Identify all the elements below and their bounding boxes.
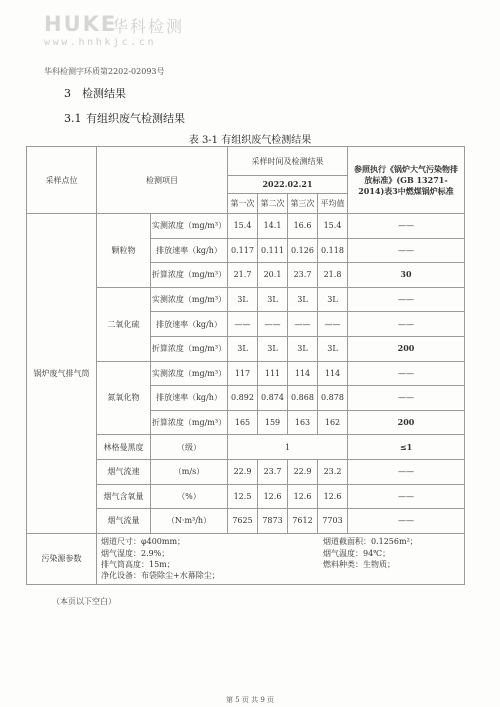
param-fuel-type: 燃料种类：生物质； [323, 559, 395, 569]
standard-cell: ≤1 [348, 435, 465, 460]
value-cell: 163 [288, 410, 318, 435]
value-cell: 12.6 [258, 484, 288, 509]
standard-cell: —— [348, 361, 465, 386]
value-cell: 117 [228, 361, 258, 386]
table-row [27, 214, 465, 239]
value-cell: 0.126 [288, 238, 318, 263]
standard-cell: 200 [348, 336, 465, 361]
measure-label: 实测浓度（mg/m³） [151, 287, 228, 312]
value-cell: 21.7 [228, 263, 258, 288]
value-cell: 7612 [288, 509, 318, 534]
value-cell: 0.892 [228, 386, 258, 411]
standard-cell: —— [348, 287, 465, 312]
item-name: 烟气流速 [97, 459, 151, 484]
standard-cell: —— [348, 459, 465, 484]
item-unit: （m/s） [151, 459, 228, 484]
header-sampling-point: 采样点位 [27, 147, 97, 214]
header-run-3: 第三次 [288, 194, 318, 214]
value-cell: 12.6 [318, 484, 348, 509]
params-cell [97, 533, 465, 584]
value-cell: —— [228, 312, 258, 337]
pollutant-name: 二氧化硫 [97, 287, 151, 361]
value-cell: —— [258, 312, 288, 337]
value-cell: 3L [228, 336, 258, 361]
value-cell: 23.2 [318, 459, 348, 484]
standard-cell: —— [348, 214, 465, 239]
header-standard: 参照执行《锅炉大气污染物排放标准》(GB 13271-2014)表3中燃煤锅炉标准 [348, 147, 465, 214]
value-cell: 7873 [258, 509, 288, 534]
params-label: 污染源参数 [27, 533, 97, 584]
standard-cell: —— [348, 312, 465, 337]
measure-label: 折算浓度（mg/m³） [151, 336, 228, 361]
blank-note: （本页以下空白） [52, 597, 116, 606]
value-cell: 15.4 [228, 214, 258, 239]
section-heading-3-1 [64, 110, 185, 126]
value-cell: 7625 [228, 509, 258, 534]
measure-label: 折算浓度（mg/m³） [151, 263, 228, 288]
header-test-item: 检测项目 [97, 147, 228, 214]
value-cell: 22.9 [228, 459, 258, 484]
table-caption: 表 3-1 有组织废气检测结果 [188, 135, 312, 146]
value-cell: 3L [288, 287, 318, 312]
header-average: 平均值 [318, 194, 348, 214]
logo-url: www.hnhkjc.cn [44, 37, 157, 48]
sampling-location: 锅炉废气排气筒 [27, 214, 97, 534]
value-cell: 12.6 [288, 484, 318, 509]
value-cell: 111 [258, 361, 288, 386]
value-cell: 165 [228, 410, 258, 435]
value-cell: 1 [228, 435, 348, 460]
item-unit: （N·m³/h） [151, 509, 228, 534]
value-cell: 23.7 [288, 263, 318, 288]
param-humidity: 烟气湿度：2.9%； [101, 548, 170, 558]
page-number: 第 5 页 共 9 页 [225, 696, 275, 704]
value-cell: 20.1 [258, 263, 288, 288]
measure-label: 折算浓度（mg/m³） [151, 410, 228, 435]
item-unit: （级） [151, 435, 228, 460]
value-cell: 7703 [318, 509, 348, 534]
section-title: 检测结果 [82, 87, 126, 100]
value-cell: 3L [288, 336, 318, 361]
item-name: 林格曼黑度 [97, 435, 151, 460]
value-cell: 0.868 [288, 386, 318, 411]
value-cell: 12.5 [228, 484, 258, 509]
value-cell: 3L [258, 287, 288, 312]
measure-label: 排放速率（kg/h） [151, 386, 228, 411]
value-cell: 0.118 [318, 238, 348, 263]
measure-label: 实测浓度（mg/m³） [151, 214, 228, 239]
value-cell: —— [318, 312, 348, 337]
value-cell: 0.878 [318, 386, 348, 411]
pollutant-name: 颗粒物 [97, 214, 151, 288]
value-cell: 14.1 [258, 214, 288, 239]
company-logo [44, 10, 184, 48]
standard-cell: —— [348, 238, 465, 263]
param-temperature: 烟气温度：94℃； [323, 548, 391, 558]
value-cell: 0.117 [228, 238, 258, 263]
results-table [26, 146, 465, 585]
section-title: 有组织废气检测结果 [86, 112, 185, 125]
value-cell: 114 [288, 361, 318, 386]
value-cell: 159 [258, 410, 288, 435]
section-heading-3 [64, 85, 126, 101]
value-cell: 16.6 [288, 214, 318, 239]
value-cell: 0.111 [258, 238, 288, 263]
standard-cell: —— [348, 509, 465, 534]
param-purification: 净化设备：布袋除尘+水幕除尘； [101, 570, 220, 580]
param-stack-height: 排气筒高度：15m； [101, 559, 175, 569]
header-date: 2022.02.21 [228, 176, 348, 194]
header-time-results: 采样时间及检测结果 [228, 147, 348, 176]
value-cell: 15.4 [318, 214, 348, 239]
value-cell: 114 [318, 361, 348, 386]
param-duct-area: 烟道截面积：0.1256m²； [323, 537, 418, 547]
value-cell: 23.7 [258, 459, 288, 484]
measure-label: 排放速率（kg/h） [151, 312, 228, 337]
standard-cell: 200 [348, 410, 465, 435]
logo-wordmark: HUKE [44, 12, 118, 36]
pollutant-name: 氮氧化物 [97, 361, 151, 435]
report-number: 华科检测字环质第2202-02093号 [44, 67, 165, 76]
standard-cell: 30 [348, 263, 465, 288]
value-cell: —— [288, 312, 318, 337]
item-unit: （%） [151, 484, 228, 509]
section-number: 3.1 [64, 112, 82, 125]
section-number: 3 [64, 87, 71, 100]
item-name: 烟气流量 [97, 509, 151, 534]
value-cell: 3L [318, 336, 348, 361]
value-cell: 3L [228, 287, 258, 312]
standard-cell: —— [348, 484, 465, 509]
value-cell: 22.9 [288, 459, 318, 484]
header-run-1: 第一次 [228, 194, 258, 214]
params-row [27, 533, 465, 584]
value-cell: 0.874 [258, 386, 288, 411]
value-cell: 162 [318, 410, 348, 435]
measure-label: 实测浓度（mg/m³） [151, 361, 228, 386]
value-cell: 21.8 [318, 263, 348, 288]
measure-label: 排放速率（kg/h） [151, 238, 228, 263]
item-name: 烟气含氧量 [97, 484, 151, 509]
value-cell: 3L [258, 336, 288, 361]
header-run-2: 第二次 [258, 194, 288, 214]
value-cell: 3L [318, 287, 348, 312]
header-row [27, 147, 465, 176]
logo-chinese-name: 华科检测 [112, 17, 185, 36]
param-duct-size: 烟道尺寸：φ400mm； [101, 537, 186, 547]
standard-cell: —— [348, 386, 465, 411]
